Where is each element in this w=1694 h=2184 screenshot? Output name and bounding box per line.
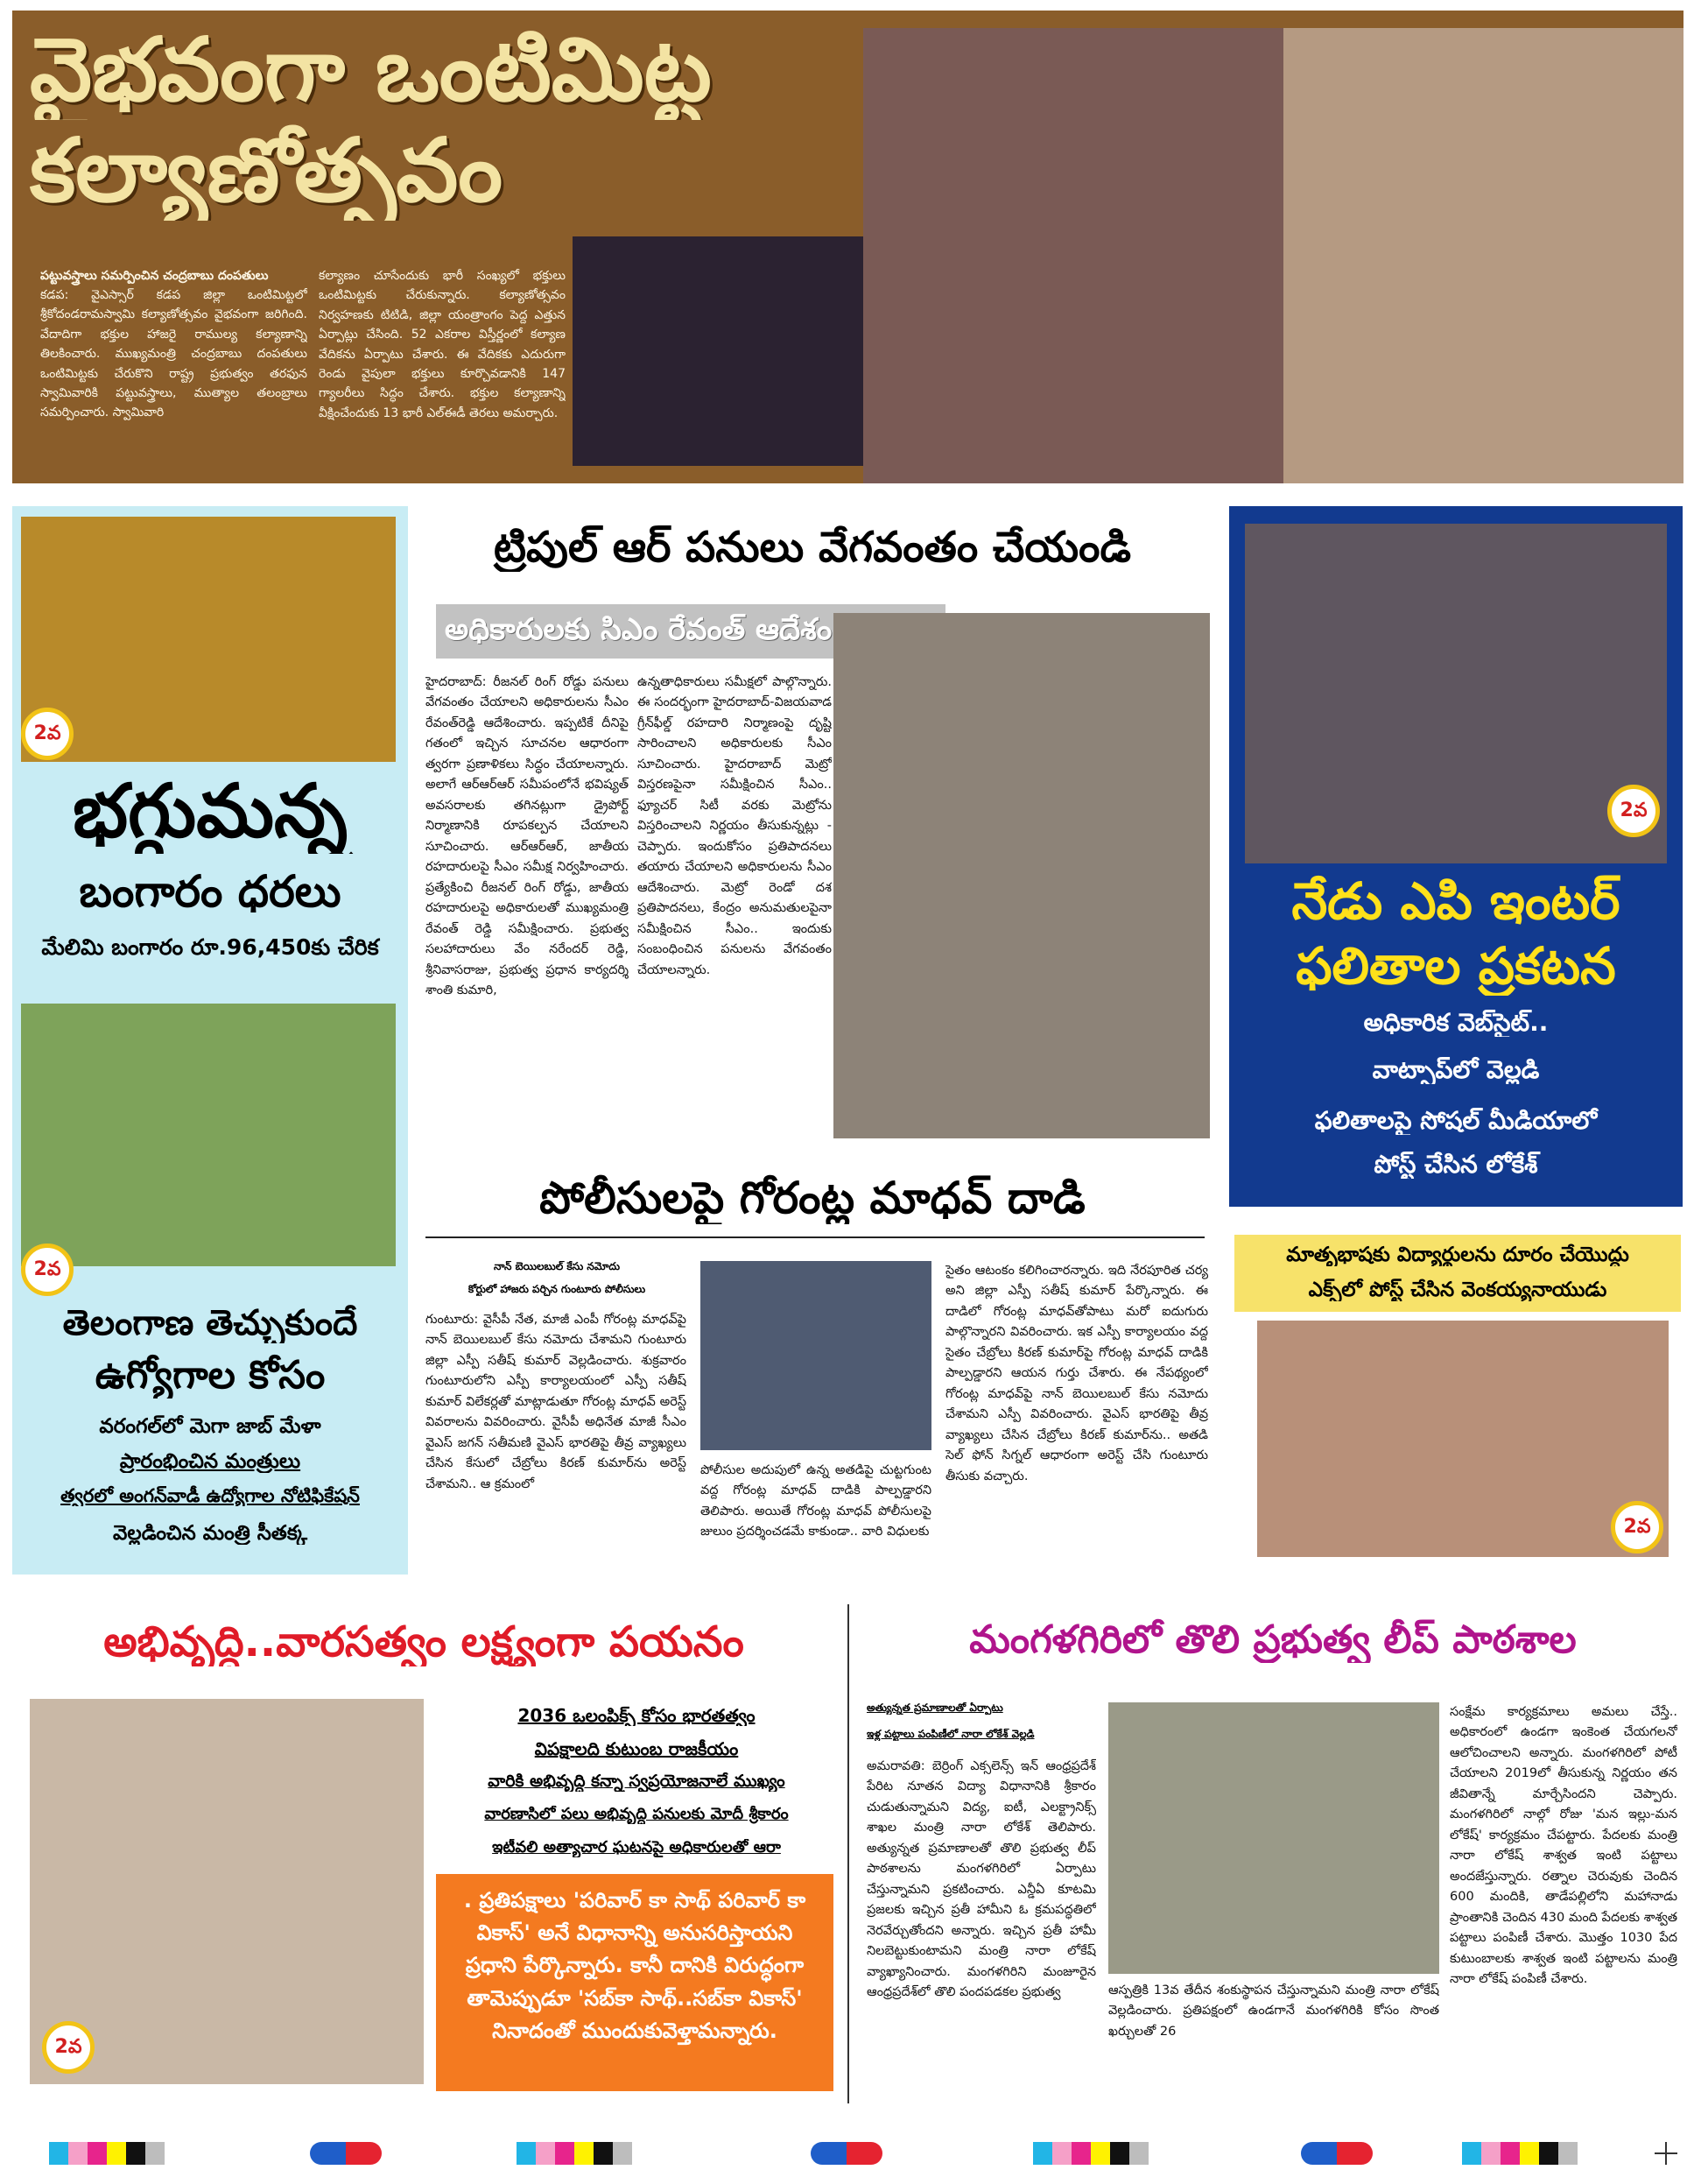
venkaiah-badge: 2వ bbox=[1611, 1501, 1663, 1553]
registration-pill-2 bbox=[811, 2142, 882, 2165]
kalyanotsavam-photo bbox=[863, 28, 1301, 483]
crop-mark-right-v bbox=[1665, 2142, 1667, 2165]
jobmela-badge: 2వ bbox=[21, 1243, 74, 1296]
rrr-headline: ట్రిపుల్ ఆర్ పనులు వేగవంతం చేయండి bbox=[494, 524, 1131, 572]
inter-line1: అధికారిక వెబ్‌సైట్.. bbox=[1363, 1009, 1549, 1037]
gorantla-rule bbox=[425, 1236, 1205, 1238]
inter-headline1: నేడు ఎపి ఇంటర్ bbox=[1291, 872, 1620, 931]
leap-col2: ఆస్పత్రికి 13వ తేదీన శంకుస్థాపన చేస్తున్నామని మంత్రి నారా లోకేష్ వెల్లడించారు. ప్రతిపక్షంలో ఉండగానే మంగళగిరికి కోసం సొంత ఖర్చులతో 26 bbox=[1108, 1983, 1439, 2039]
gold-subheadline: బంగారం ధరలు bbox=[79, 867, 341, 917]
venkaiah-headline1: మాతృభాషకు విద్యార్థులను దూరం చేయొద్దు bbox=[1286, 1243, 1629, 1266]
top-body-col2: కల్యాణం చూసేందుకు భారీ సంఖ్యలో భక్తులు ఒంటిమిట్టకు చేరుకున్నారు. కల్యాణోత్సవం నిర్వహణకు టిటిడి, జిల్లా యంత్రాంగం పెద్ద ఎత్తున ఏర్పాట్లు చేసింది. 52 ఎకరాల విస్తీర్ణంలో కల్యాణ వేదికను ఏర్పాటు చేశారు. ఈ వేదికకు ఎదురుగా రెండు వైపులా భక్తులు కూర్చొవడానికి 147 గ్యాలరీలు సిద్ధం చేశారు. భక్తుల కల్యాణాన్ని వీక్షించేందుకు 13 భారీ ఎల్ఈడీ తెరలు అమర్చారు. bbox=[319, 269, 566, 420]
leap-col3: సంక్షేమ కార్యక్రమాలు అమలు చేస్తే.. అధికారంలో ఉండగా ఇంకెంత చేయగలనో ఆలోచించాలని అన్నారు. మంగళగిరిలో పోటీ చేయాలని 2019లో తీసుకున్న నిర్ణయం తన జీవితాన్నే మార్చేసిందని చెప్పారు. మంగళగిరిలో నాల్గో రోజు 'మన ఇల్లు-మన లోకేష్' కార్యక్రమం చేపట్టారు. పేదలకు మంత్రి నారా లోకేష్ శాశ్వత ఇంటి పట్టాలు అందజేస్తున్నారు. రత్నాల చెరువుకు చెందిన 600 మందికి, తాడేపల్లిలోని మహానాడు ప్రాంతానికి చెందిన 430 మంది పేదలకు శాశ్వత పట్టాలు పంపిణీ చేశారు. మొత్తం 1030 పేద కుటుంబాలకు శాశ్వత ఇంటి పట్టాలను మంత్రి నారా లోకేష్ పంపిణీ చేశారు. bbox=[1450, 1705, 1677, 1987]
rrr-col2: ఉన్నతాధికారులు సమీక్షలో పాల్గొన్నారు. ఈ సందర్భంగా హైదరాబాద్-విజయవాడ గ్రీన్‌ఫీల్డ్ రహదారి నిర్మాణంపై దృష్టి సారించాలని అధికారులకు సీఎం సూచించారు. హైదరాబాద్ మెట్రో విస్తరణపైనా సమీక్షించిన సీఎం.. ఫ్యూచర్ సిటీ వరకు మెట్రోను విస్తరించాలని నిర్ణయం తీసుకున్నట్లు - చెప్పారు. ఇందుకోసం ప్రతిపాదనలు తయారు చేయాలని అధికారులను సీఎం ఆదేశించారు. మెట్రో రెండో దశ ప్రతిపాదనలు, కేంద్రం అనుమతులపైనా సమీక్షించిన సీఎం.. ఇందుకు సంబంధించిన పనులను వేగవంతం చేయాలన్నారు. bbox=[637, 675, 832, 977]
inter-panel bbox=[1229, 506, 1683, 1207]
color-bar-1 bbox=[49, 2142, 165, 2165]
jobmela-line1: వరంగల్‌లో మెగా జాబ్ మేళా bbox=[99, 1415, 321, 1438]
jobmela-headline1: తెలంగాణ తెచ్చుకుందే bbox=[62, 1303, 358, 1343]
registration-pill-1 bbox=[310, 2142, 382, 2165]
chandrababu-photo bbox=[1283, 28, 1683, 483]
rrr-subheadline: అధికారులకు సిఎం రేవంత్ ఆదేశం bbox=[445, 613, 833, 647]
jobmela-line2: ప్రారంభించిన మంత్రులు bbox=[119, 1450, 301, 1473]
gorantla-col1: గుంటూరు: వైసీపీ నేత, మాజీ ఎంపీ గోరంట్ల మాధవ్‌పై నాన్ బెయిలబుల్ కేసు నమోదు చేశామని గుంటూరు జిల్లా ఎస్పీ సతీష్ కుమార్ వెల్లడించారు. శుక్రవారం గుంటూరులోని ఎస్పీ కార్యాలయంలో ఎస్పీ సతీష్ కుమార్ విలేకర్లతో మాట్లాడుతూ గోరంట్ల మాధవ్ అరెస్ట్ వివరాలను వివరించారు. వైసీపీ అధినేత మాజీ సీఎం వైఎస్ జగన్ సతీమణి వైఎస్ భారతిపై తీవ్ర వ్యాఖ్యలు చేసిన కేసులో చేబ్రోలు కిరణ్ కుమార్‌ను అరెస్ట్ చేశామని.. ఆ క్రమంలో bbox=[425, 1313, 686, 1491]
top-body-col1: కడప: వైఎస్సార్ కడప జిల్లా ఒంటిమిట్టలో శ్రీకోదండరామస్వామి కల్యాణోత్సవం వైభవంగా జరిగింది. వేదాదిగా భక్తుల హాజరై రాముల్య కల్యాణాన్ని తిలకించారు. ముఖ్యమంత్రి చంద్రబాబు దంపతులు ఒంటిమిట్టకు చేరుకొని రాష్ట్ర ప్రభుత్వం తరఫున స్వామివారికి పట్టువస్త్రాలు, ముత్యాల తలంబ్రాలు సమర్పించారు. స్వామివారి bbox=[40, 288, 307, 420]
modi-sub3: వారికి అభివృద్ధి కన్నా స్వప్రయోజనాలే ముఖ్యం bbox=[488, 1772, 785, 1791]
gorantla-photo bbox=[700, 1261, 931, 1450]
color-bar-3 bbox=[1033, 2142, 1149, 2165]
inter-line4: పోస్ట్ చేసిన లోకేశ్ bbox=[1374, 1151, 1538, 1179]
bottom-divider bbox=[847, 1604, 849, 2103]
students-photo bbox=[1245, 524, 1667, 863]
jobmela-line4: వెల్లడించిన మంత్రి సీతక్క bbox=[113, 1522, 307, 1545]
inter-line2: వాట్సాప్‌లో వెల్లడి bbox=[1372, 1056, 1540, 1084]
modi-badge: 2వ bbox=[42, 2021, 95, 2074]
modi-quote-box bbox=[436, 1874, 833, 2091]
venkaiah-header bbox=[1234, 1235, 1681, 1312]
top-headline-line2: కల్యాణోత్సవం bbox=[30, 120, 503, 221]
jobmela-headline2: ఉగ్యోగాల కోసం bbox=[95, 1354, 326, 1398]
top-headline-line1: వైభవంగా ఒంటిమిట్ట bbox=[30, 19, 712, 120]
gorantla-sub2: కోర్టులో హాజరు పర్చిన గుంటూరు పోలీసులు bbox=[467, 1284, 646, 1295]
modi-sub2: విపక్షాలది కుటుంబ రాజకీయం bbox=[534, 1739, 739, 1759]
gold-caption: మేలిమి బంగారం రూ.96,450కు చేరిక bbox=[41, 935, 379, 960]
gold-panel bbox=[12, 506, 408, 1575]
modi-sub5: ఇటీవలి అత్యాచార ఘటనపై అధికారులతో ఆరా bbox=[492, 1839, 781, 1856]
gold-bars-photo bbox=[21, 517, 396, 762]
inter-headline2: ఫలితాల ప్రకటన bbox=[1296, 937, 1616, 996]
leap-col1: అమరావతి: బెర్రింగ్ ఎక్సలెన్స్ ఇన్ ఆంధ్రప్రదేశ్ పేరిట నూతన విద్యా విధానానికి శ్రీకారం చుడుతున్నామని విద్య, ఐటీ, ఎలక్ట్రానిక్స్ శాఖల మంత్రి నారా లోకేశ్ తెలిపారు. అత్యున్నత ప్రమాణాలతో తొలి ప్రభుత్వ లీప్ పాఠశాలను మంగళగిరిలో ఏర్పాటు చేస్తున్నామని ప్రకటించారు. ఎన్డీఏ కూటమి ప్రజలకు ఇచ్చిన ప్రతీ హామీని ఓ క్రమపద్ధతిలో నెరవేర్చుతోందని అన్నారు. ఇచ్చిన ప్రతీ హామీ నిలబెట్టుకుంటామని మంత్రి నారా లోకేష్ వ్యాఖ్యానించారు. మంగళగిరిని మంజూరైన ఆంధ్రప్రదేశ్‌లో తొలి పందపడకల ప్రభుత్వ bbox=[867, 1759, 1096, 2000]
lokesh-photo bbox=[1108, 1702, 1439, 1974]
top-banner bbox=[12, 11, 1683, 483]
color-bar-4 bbox=[1462, 2142, 1578, 2165]
gold-headline: భగ్గుమన్న bbox=[73, 769, 348, 854]
modi-sub1: 2036 ఒలంపిక్స్ కోసం భారతత్వం bbox=[517, 1706, 756, 1726]
modi-headline: అభివృద్ధి..వారసత్వం లక్ష్యంగా పయనం bbox=[103, 1618, 744, 1666]
gorantla-col2: పోలీసుల అదుపులో ఉన్న అతడిపై చుట్టగుంట వద్ద గోరంట్ల మాధవ్ దాడికి పాల్పడ్డారని తెలిపారు. అయితే గోరంట్ల మాధవ్ పోలీసులపై జులుం ప్రదర్శించడమే కాకుండా.. వారి విధులకు bbox=[700, 1463, 931, 1539]
modi-photo bbox=[30, 1699, 424, 2084]
seethakka-photo bbox=[21, 1004, 396, 1266]
gorantla-headline: పోలీసులపై గోరంట్ల మాధవ్ దాడి bbox=[539, 1173, 1086, 1223]
venkaiah-headline2: ఎక్స్‌లో పోస్ట్ చేసిన వెంకయ్యనాయుడు bbox=[1308, 1279, 1607, 1301]
inter-line3: ఫలితాలపై సోషల్ మీడియాలో bbox=[1314, 1107, 1598, 1135]
modi-sub4: వారణాసిలో పలు అభివృద్ధి పనులకు మోదీ శ్రీకారం bbox=[484, 1806, 789, 1823]
jobmela-line3: త్వరలో అంగన్‌వాడీ ఉద్యోగాల నోటిఫికేషన్ bbox=[60, 1485, 360, 1506]
gold-badge: 2వ bbox=[21, 708, 74, 760]
modi-quote: . ప్రతిపక్షాలు 'పరివార్ కా సాథ్ పరివార్ కా వికాస్' అనే విధానాన్ని అనుసరిస్తాయని ప్రధాని పేర్కొన్నారు. కానీ దానికి విరుద్ధంగా తామెప్పుడూ 'సబ్‌కా సాథ్..సబ్‌కా వికాస్' నినాదంతో ముందుకువెళ్తామన్నారు. bbox=[463, 1888, 806, 2043]
registration-pill-3 bbox=[1301, 2142, 1373, 2165]
leap-sub1: అత్యున్నత ప్రమాణాలతో ఏర్పాటు bbox=[867, 1702, 1003, 1714]
revanth-photo bbox=[833, 613, 1210, 1138]
inter-badge: 2వ bbox=[1607, 785, 1660, 837]
color-bar-2 bbox=[517, 2142, 632, 2165]
venkaiah-photo bbox=[1257, 1321, 1669, 1557]
leap-headline: మంగళగిరిలో తొలి ప్రభుత్వ లీప్ పాఠశాల bbox=[969, 1618, 1577, 1662]
rrr-col1: హైదరాబాద్: రీజనల్ రింగ్ రోడ్డు పనులు వేగవంతం చేయాలని అధికారులను సీఎం రేవంత్‌రెడ్డి ఆదేశించారు. ఇప్పటికే దీనిపై గతంలో ఇచ్చిన సూచనల ఆధారంగా త్వరగా ప్రణాళికలు సిద్ధం చేయాలన్నారు. అలాగే ఆర్‌ఆర్‌ఆర్ సమీపంలోనే భవిష్యత్ అవసరాలకు తగినట్లుగా డ్రైపోర్ట్ నిర్మాణానికి రూపకల్పన చేయాలని సూచించారు. ఆర్‌ఆర్‌ఆర్, జాతీయ రహదారులపై సీఎం సమీక్ష నిర్వహించారు. ప్రత్యేకించి రీజనల్ రింగ్ రోడ్డు, జాతీయ రహదారులపై అధికారులతో ముఖ్యమంత్రి రేవంత్ రెడ్డి సమీక్షించారు. ప్రభుత్వ సలహాదారులు వేం నరేందర్ రెడ్డి, శ్రీనివాసరాజు, ప్రభుత్వ ప్రధాన కార్యదర్శి శాంతి కుమారి, bbox=[425, 675, 629, 998]
leap-sub2: ఇళ్ల పట్టాలు పంపిణీలో నారా లోకేశ్ వెల్లడి bbox=[867, 1729, 1035, 1740]
gorantla-sub1: నాన్ బెయిలబుల్ కేసు నమోదు bbox=[493, 1261, 621, 1272]
top-body-heading: పట్టువస్త్రాలు సమర్పించిన చంద్రబాబు దంపతులు bbox=[40, 269, 269, 283]
gorantla-col3: సైతం ఆటంకం కలిగించారన్నారు. ఇది నేరపూరిత చర్య అని జిల్లా ఎస్పీ సతీష్ కుమార్ పేర్కొన్నారు. ఈ దాడిలో గోరంట్ల మాధవ్‌తోపాటు మరో ఐదుగురు పాల్గొన్నారని వివరించారు. ఇక ఎస్పీ కార్యాలయం వద్ద సైతం చేబ్రోలు కిరణ్ కుమార్‌పై గోరంట్ల మాధవ్ దాడికి పాల్పడ్డారని ఆయన గుర్తు చేశారు. ఈ నేపథ్యంలో గోరంట్ల మాధవ్‌పై నాన్ బెయిలబుల్ కేసు నమోదు చేశామని ఎస్పీ వివరించారు. వైఎస్ భారతిపై తీవ్ర వ్యాఖ్యలు చేసిన చేబ్రోలు కిరణ్ కుమార్‌ను.. అతడి సెల్ ఫోన్ సిగ్నల్ ఆధారంగా అరెస్ట్ చేసి గుంటూరు తీసుకు వచ్చారు. bbox=[945, 1264, 1208, 1483]
